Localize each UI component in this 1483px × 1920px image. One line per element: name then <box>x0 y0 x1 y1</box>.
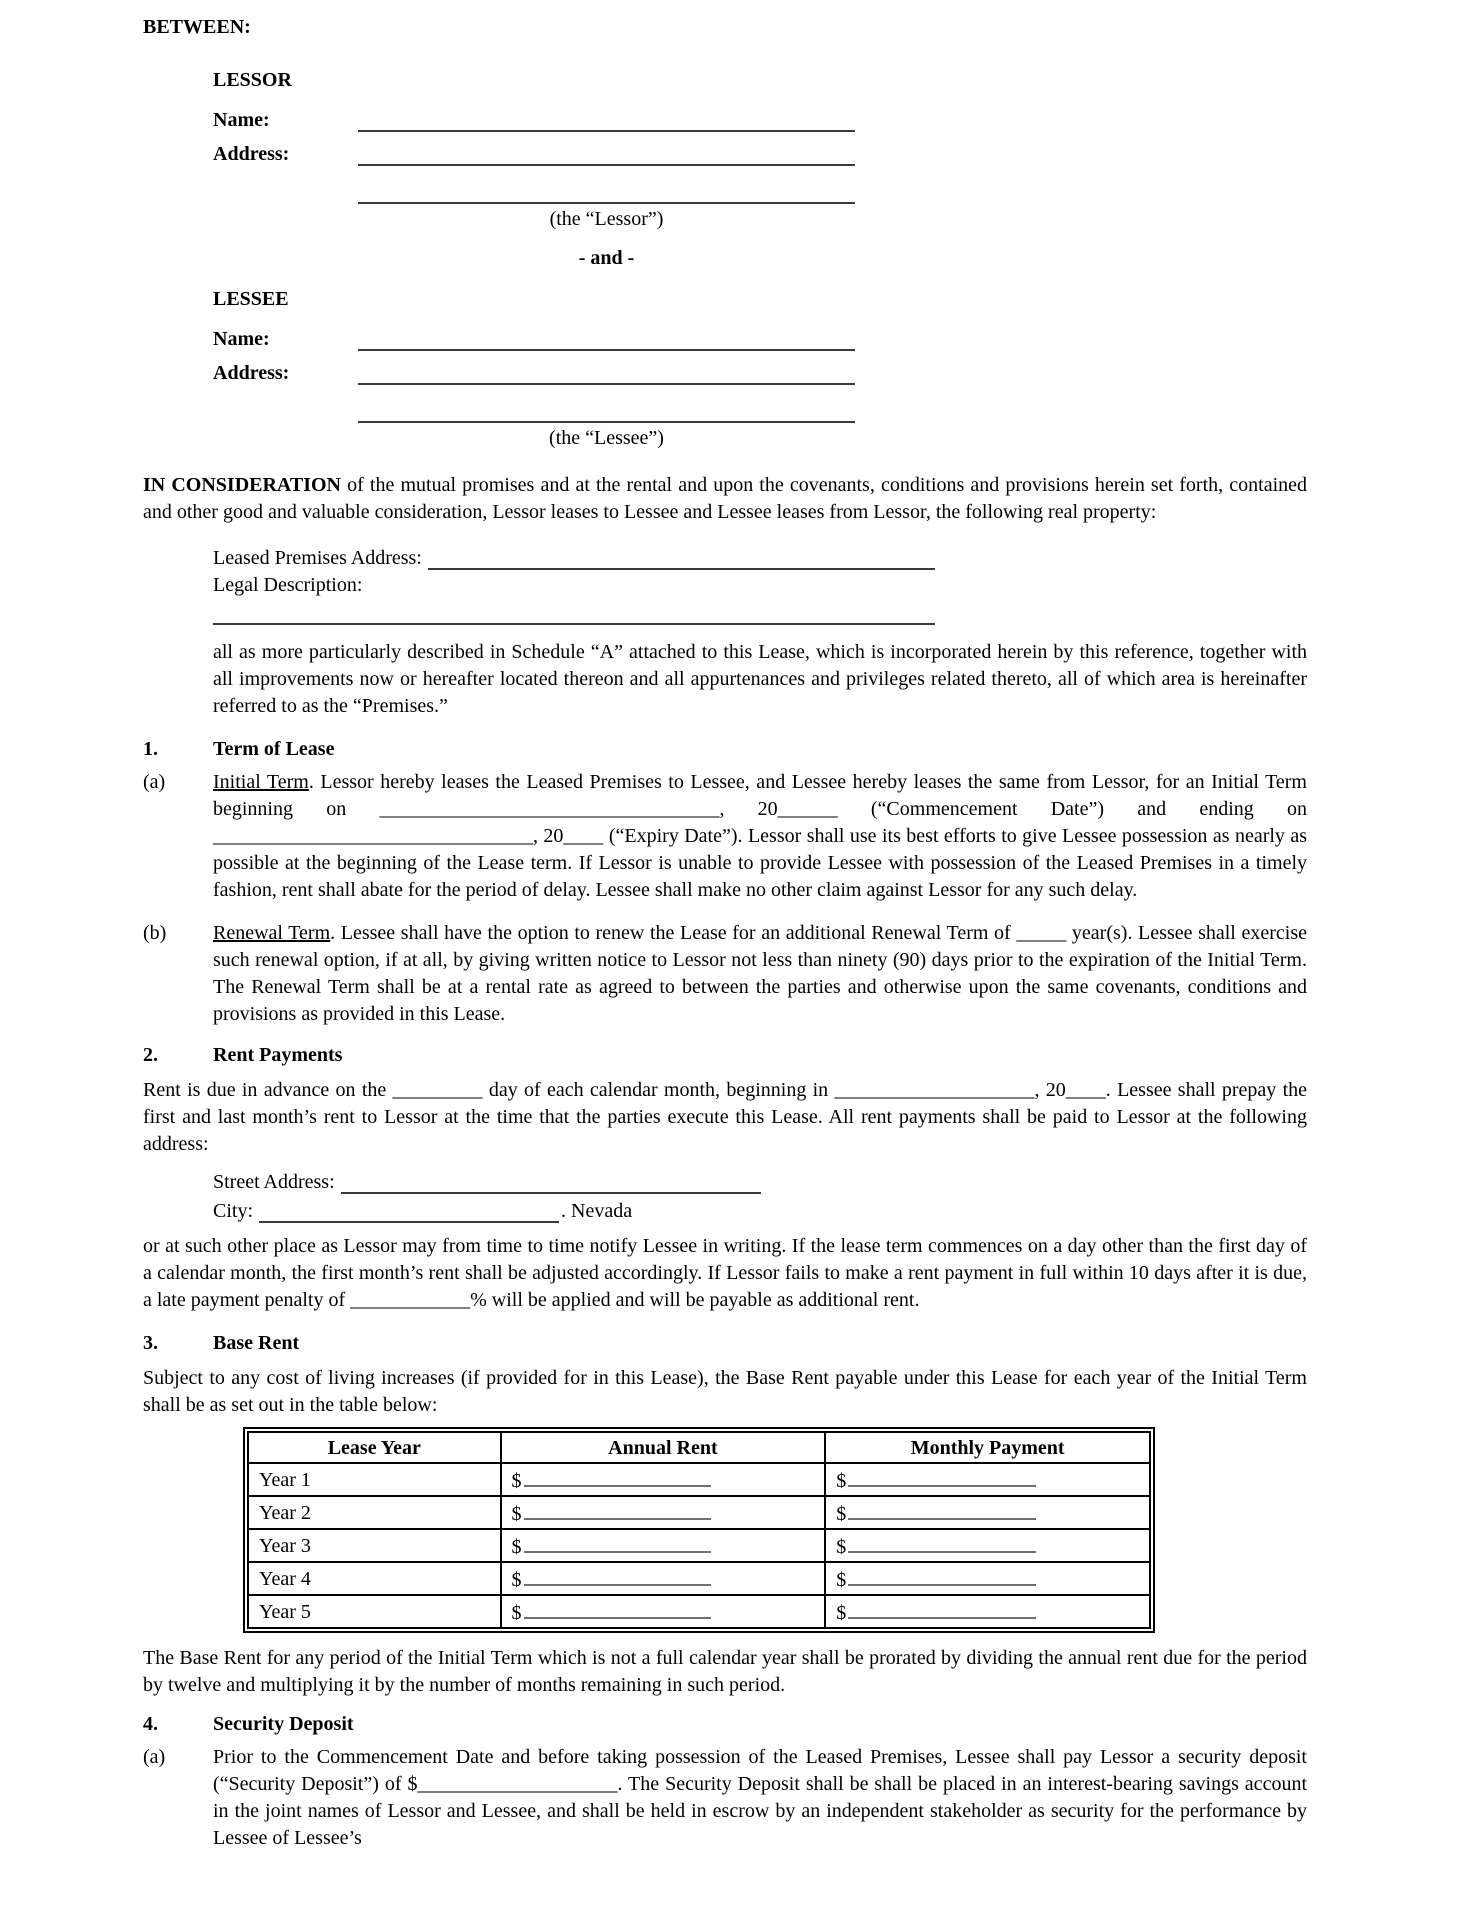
monthly-payment-blank-line <box>848 1597 1036 1619</box>
monthly-payment-cell: $ <box>825 1496 1150 1529</box>
street-address-row <box>213 1168 1307 1194</box>
monthly-payment-cell: $ <box>825 1463 1150 1496</box>
annual-rent-cell: $ <box>501 1529 826 1562</box>
annual-rent-blank-line <box>524 1531 712 1553</box>
header-monthly-payment: Monthly Payment <box>825 1432 1150 1463</box>
section-4-title: Security Deposit <box>213 1713 354 1735</box>
section-3-title: Base Rent <box>213 1332 300 1354</box>
lessor-heading: LESSOR <box>213 69 292 91</box>
rent-intro-paragraph: Rent is due in advance on the _________ day of each calendar month, beginning in ____________________, 20____. Lessee shall prepay the first and last month’s rent to Lessor at the time that the parties execute this Lease. All rent payments shall be paid to Lessor at the following address: <box>143 1079 1307 1155</box>
base-rent-outro-paragraph: The Base Rent for any period of the Initial Term which is not a full calendar year shall be prorated by dividing the annual rent due for the period by twelve and multiplying it by the number of months remaining in such period. <box>143 1647 1307 1696</box>
annual-rent-blank-line <box>524 1597 712 1619</box>
lessor-block <box>213 67 1307 166</box>
street-address-blank-line <box>341 1168 761 1194</box>
lessee-address-blank-line <box>358 359 855 385</box>
renewal-term-item <box>143 920 1307 1028</box>
security-deposit-paragraph: Prior to the Commencement Date and before taking possession of the Leased Premises, Lessee shall pay Lessor a security deposit (“Security Deposit”) of $____________________. The Security Deposit shall be shall be placed in an interest-bearing savings account in the joint names of Lessor and Lessee, and shall be held in escrow by an independent stakeholder as security for the performance by Lessee of Lessee’s <box>213 1746 1307 1849</box>
annual-rent-cell: $ <box>501 1463 826 1496</box>
header-annual-rent: Annual Rent <box>501 1432 826 1463</box>
monthly-payment-blank-line <box>848 1531 1036 1553</box>
legal-description-blank-line <box>213 599 935 625</box>
lessor-address-label: Address: <box>213 143 290 165</box>
premises-block <box>213 544 1307 625</box>
lessee-name-label: Name: <box>213 328 270 350</box>
table-header-row <box>248 1432 1150 1463</box>
lessor-address-row <box>213 140 1307 166</box>
city-label: City: <box>213 1200 254 1222</box>
lessee-address-row-2 <box>358 397 1307 423</box>
monthly-payment-blank-line <box>848 1564 1036 1586</box>
legal-description-label: Legal Description: <box>213 574 363 596</box>
and-separator: - and - <box>578 247 635 269</box>
base-rent-intro-paragraph: Subject to any cost of living increases (if provided for in this Lease), the Base Rent payable under this Lease for each year of the Initial Term shall be as set out in the table below: <box>143 1367 1307 1416</box>
initial-term-paragraph: Initial Term. Lessor hereby leases the Leased Premises to Lessee, and Lessee hereby leases the same from Lessor, for an Initial Term beginning on __________________________________, 20______ (“Commencement Date”) and ending on ________________________________, 20____ (“Expiry Date”). Lessor shall use its best efforts to give Lessee possession as nearly as possible at the beginning of the Lease term. If Lessor is unable to provide Lessee with possession of the Leased Premises in a timely fashion, rent shall abate for the period of delay. Lessee shall make no other claim against Lessor for any such delay. <box>213 771 1307 901</box>
lease-year-cell: Year 1 <box>248 1463 501 1496</box>
premises-address-label: Leased Premises Address: <box>213 547 422 569</box>
city-row <box>213 1197 1307 1223</box>
lease-year-cell: Year 3 <box>248 1529 501 1562</box>
lessee-designation: (the “Lessee”) <box>549 427 664 449</box>
lessee-name-row <box>213 325 1307 351</box>
lessor-designation: (the “Lessor”) <box>549 208 664 230</box>
section-3-heading <box>143 1330 1307 1357</box>
annual-rent-blank-line <box>524 1564 712 1586</box>
annual-rent-cell: $ <box>501 1562 826 1595</box>
lessor-name-blank-line <box>358 106 855 132</box>
section-2-title: Rent Payments <box>213 1044 343 1066</box>
between-label: BETWEEN: <box>143 16 251 38</box>
state-suffix: . Nevada <box>561 1200 633 1222</box>
city-blank-line <box>259 1197 559 1223</box>
monthly-payment-cell: $ <box>825 1595 1150 1628</box>
consideration-paragraph <box>143 472 1307 526</box>
monthly-payment-cell: $ <box>825 1529 1150 1562</box>
lessee-name-blank-line <box>358 325 855 351</box>
consideration-text: of the mutual promises and at the rental and upon the covenants, conditions and provisions herein set forth, contained and other good and valuable consideration, Lessor leases to Lessee and Lessee leases from Lessor, the following real property: <box>143 474 1308 523</box>
annual-rent-blank-line <box>524 1498 712 1520</box>
legal-description-row <box>213 572 1307 599</box>
lease-year-cell: Year 4 <box>248 1562 501 1595</box>
section-1-title: Term of Lease <box>213 738 335 760</box>
section-2-heading <box>143 1042 1307 1069</box>
lessor-address-row-2 <box>358 178 1307 204</box>
renewal-term-paragraph: Renewal Term. Lessee shall have the option to renew the Lease for an additional Renewal Term of _____ year(s). Lessee shall exercise such renewal option, if at all, by giving written notice to Lessor not less than ninety (90) days prior to the expiration of the Initial Term. The Renewal Term shall be at a rental rate as agreed to between the parties and otherwise upon the same covenants, conditions and provisions as provided in this Lease. <box>213 922 1307 1025</box>
lessor-address-blank-line-2 <box>358 178 855 204</box>
monthly-payment-blank-line <box>848 1465 1036 1487</box>
lessee-block <box>213 286 1307 385</box>
lessee-address-blank-line-2 <box>358 397 855 423</box>
lessor-address-blank-line <box>358 140 855 166</box>
initial-term-lead: Initial Term <box>213 771 309 793</box>
premises-address-blank-line <box>428 544 935 570</box>
security-deposit-item <box>143 1744 1307 1852</box>
consideration-lead: IN CONSIDERATION <box>143 474 342 496</box>
annual-rent-blank-line <box>524 1465 712 1487</box>
lessor-name-label: Name: <box>213 109 270 131</box>
table-row <box>248 1496 1150 1529</box>
lessee-heading: LESSEE <box>213 288 289 310</box>
lessor-name-row <box>213 106 1307 132</box>
initial-term-item <box>143 769 1307 904</box>
lease-year-cell: Year 2 <box>248 1496 501 1529</box>
table-row <box>248 1562 1150 1595</box>
rent-outro-paragraph: or at such other place as Lessor may from time to time notify Lessee in writing. If the lease term commences on a day other than the first day of a calendar month, the first month’s rent shall be adjusted accordingly. If Lessor fails to make a rent payment in full within 10 days after it is due, a late payment penalty of ____________% will be applied and will be payable as additional rent. <box>143 1235 1307 1311</box>
renewal-term-label: (b) <box>143 922 167 944</box>
header-lease-year: Lease Year <box>248 1432 501 1463</box>
section-4-number: 4. <box>143 1713 158 1735</box>
section-1-number: 1. <box>143 738 158 760</box>
premises-address-row <box>213 544 935 570</box>
lessee-address-label: Address: <box>213 362 290 384</box>
base-rent-table <box>243 1427 1155 1633</box>
section-2-number: 2. <box>143 1044 158 1066</box>
annual-rent-cell: $ <box>501 1496 826 1529</box>
security-deposit-label: (a) <box>143 1746 166 1768</box>
monthly-payment-cell: $ <box>825 1562 1150 1595</box>
monthly-payment-blank-line <box>848 1498 1036 1520</box>
section-3-number: 3. <box>143 1332 158 1354</box>
table-row <box>248 1463 1150 1496</box>
section-1-heading <box>143 736 1307 763</box>
renewal-term-lead: Renewal Term <box>213 922 331 944</box>
street-address-label: Street Address: <box>213 1171 335 1193</box>
section-4-heading <box>143 1711 1307 1738</box>
annual-rent-cell: $ <box>501 1595 826 1628</box>
lessee-address-row <box>213 359 1307 385</box>
initial-term-label: (a) <box>143 771 166 793</box>
table-row <box>248 1529 1150 1562</box>
lease-year-cell: Year 5 <box>248 1595 501 1628</box>
table-row <box>248 1595 1150 1628</box>
premises-described-paragraph: all as more particularly described in Schedule “A” attached to this Lease, which is incorporated herein by this reference, together with all improvements now or hereafter located thereon and all appurtenances and privileges related thereto, all of which area is hereinafter referred to as the “Premises.” <box>213 641 1307 717</box>
